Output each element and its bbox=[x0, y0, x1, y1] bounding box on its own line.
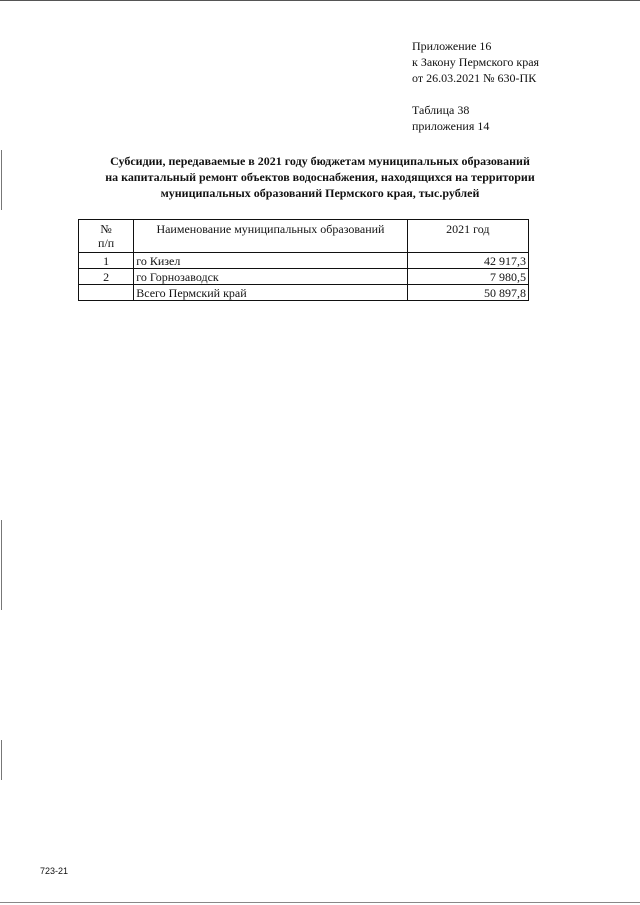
table-reference: Таблица 38 bbox=[412, 103, 470, 117]
bottom-scan-border bbox=[0, 902, 640, 903]
row-amount: 42 917,3 bbox=[407, 253, 528, 269]
document-title bbox=[60, 153, 580, 201]
appendix-spacer bbox=[412, 86, 539, 102]
appendix-block bbox=[412, 38, 539, 134]
appendix-law-reference: к Закону Пермского края bbox=[412, 55, 540, 69]
scan-edge-mark bbox=[1, 150, 2, 210]
table-row bbox=[79, 269, 529, 285]
table-row bbox=[79, 253, 529, 269]
row-number: 1 bbox=[79, 253, 134, 269]
total-label: Всего Пермский край bbox=[134, 285, 407, 301]
title-line: на капитальный ремонт объектов водоснабжения, находящихся на территории bbox=[105, 170, 535, 184]
scan-edge-mark bbox=[1, 520, 2, 610]
table-header-row bbox=[79, 220, 529, 253]
header-number-abbrev: п/п bbox=[98, 236, 115, 250]
title-line: Субсидии, передаваемые в 2021 году бюджетам муниципальных образований bbox=[110, 154, 530, 168]
appendix-number: Приложение 16 bbox=[412, 39, 492, 53]
header-year: 2021 год bbox=[407, 220, 528, 253]
document-code: 723-21 bbox=[40, 866, 69, 876]
row-number bbox=[79, 285, 134, 301]
row-number: 2 bbox=[79, 269, 134, 285]
row-municipality: го Кизел bbox=[134, 253, 407, 269]
header-municipality: Наименование муниципальных образований bbox=[134, 220, 407, 253]
appendix-law-date: от 26.03.2021 № 630-ПК bbox=[412, 71, 537, 85]
subsidies-table bbox=[78, 219, 529, 301]
scan-edge-mark bbox=[1, 740, 2, 780]
row-amount: 7 980,5 bbox=[407, 269, 528, 285]
table-total-row bbox=[79, 285, 529, 301]
total-amount: 50 897,8 bbox=[407, 285, 528, 301]
row-municipality: го Горнозаводск bbox=[134, 269, 407, 285]
table-appendix-reference: приложения 14 bbox=[412, 119, 490, 133]
top-scan-border bbox=[0, 0, 640, 1]
header-number bbox=[79, 220, 134, 253]
title-line: муниципальных образований Пермского края, тыс.рублей bbox=[160, 186, 480, 200]
header-number-symbol: № bbox=[100, 222, 112, 236]
